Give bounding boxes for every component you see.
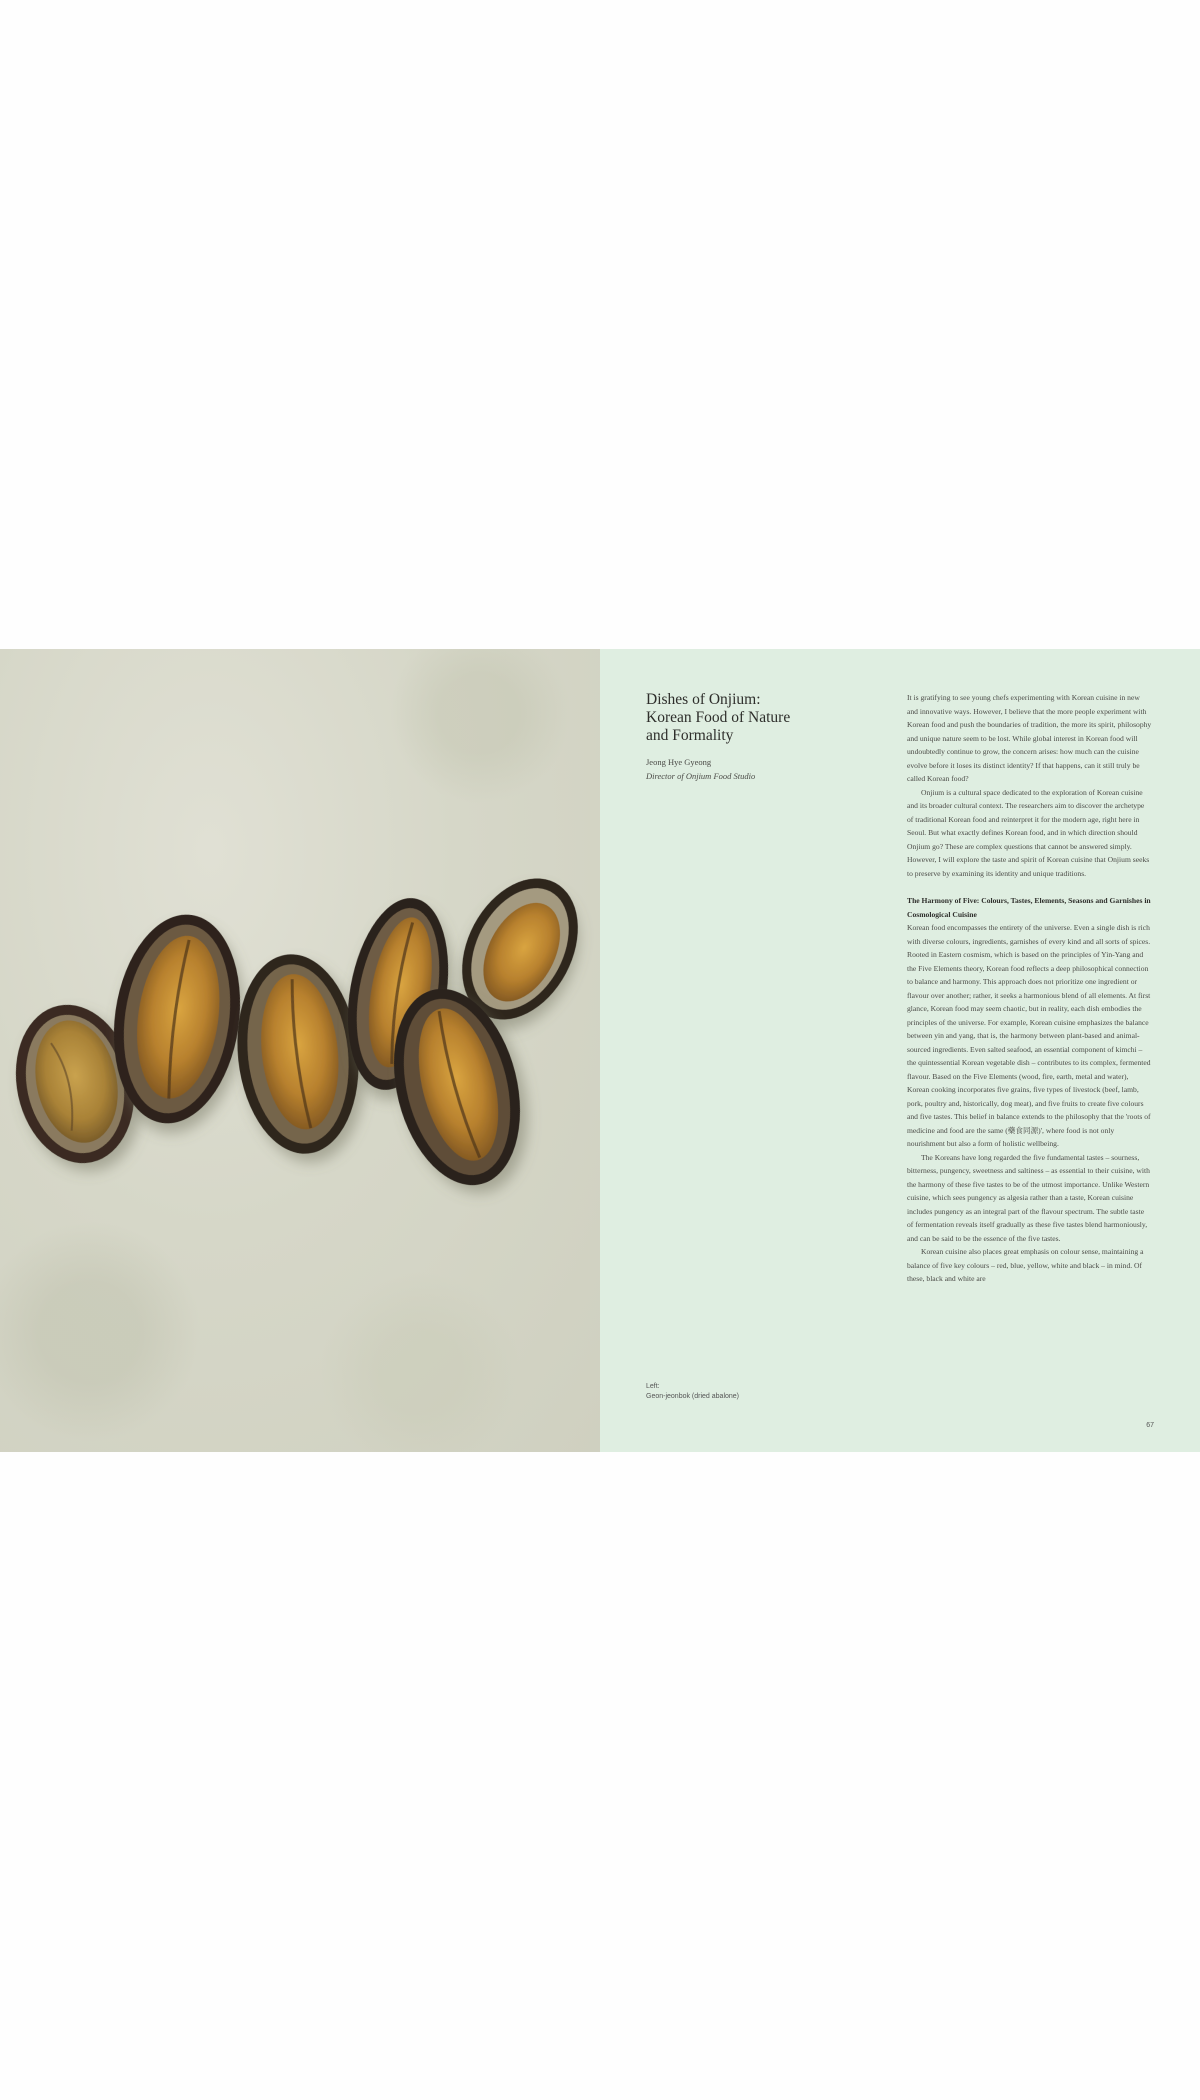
page-number: 67 bbox=[1146, 1422, 1154, 1429]
author-name: Jeong Hye Gyeong bbox=[646, 757, 712, 767]
photo-caption bbox=[646, 1382, 739, 1402]
body-paragraph: Onjium is a cultural space dedicated to the exploration of Korean cuisine and its broader cultural context. The researchers aim to discover the archetype of traditional Korean food and reinterpret it for the modern age, right here in Seoul. But what exactly defines Korean food, and in which direction should Onjium go? These are complex questions that cannot be answered simply. However, I will explore the taste and spirit of Korean cuisine that Onjium seeks to preserve by examining its identity and unique traditions. bbox=[907, 787, 1150, 878]
dried-abalone-photo bbox=[0, 649, 600, 1452]
abalone-3 bbox=[228, 948, 368, 1159]
body-paragraph: Korean food encompasses the entirety of the universe. Even a single dish is rich with diverse colours, ingredients, garnishes of every kind and all sorts of spices. Rooted in Eastern cosmism, which is based on the principles of Yin-Yang and the Five Elements theory, Korean food reflects a deep philosophical connection to balance and harmony. This approach does not prioritize one ingredient or flavour over another; rather, it seeks a harmonious blend of all elements. At first glance, Korean food may seem chaotic, but in reality, each dish embodies the principles of the universe. For example, Korean cuisine emphasizes the balance between yin and yang, that is, the harmony between plant-based and animal-sourced ingredients. Even salted seafood, an essential component of kimchi – the quintessential Korean vegetable dish – contributes to its complex, fermented flavour. Based on the Five Elements (wood, fire, earth, metal and water), Korean cooking incorporates five grains, five types of livestock (beef, lamb, pork, poultry and, historically, dog meat), and five fruits to create five colours and five tastes. This belief in balance extends to the philosophy that the 'roots of medicine and food are the same (藥食同源)', where food is not only nourishment but also a form of holistic wellbeing. bbox=[907, 923, 1151, 1148]
body-paragraph: The Koreans have long regarded the five fundamental tastes – sourness, bitterness, pungency, sweetness and saltiness – as essential to their cuisine, with the harmony of these five tastes to be of the utmost importance. Unlike Western cuisine, which sees pungency as algesia rather than a taste, Korean cuisine includes pungency as an integral part of the flavour spectrum. The subtle taste of fermentation reveals itself gradually as these five tastes blend harmoniously, and can be said to be the essence of the five tastes. bbox=[907, 1152, 1150, 1243]
caption-text: Geon-jeonbok (dried abalone) bbox=[646, 1393, 740, 1400]
photo-page bbox=[0, 649, 600, 1452]
body-paragraph: It is gratifying to see young chefs experimenting with Korean cuisine in new and innovative ways. However, I believe that the more people experiment with Korean food and push the boundaries of tradition, the more its spirit, philosophy and unique nature seem to be lost. While global interest in Korean food will undoubtedly continue to grow, the concern arises: how much can the cuisine evolve before it loses its distinct identity? If that happens, can it still truly be called Korean food? bbox=[907, 693, 1152, 783]
body-paragraph: Korean cuisine also places great emphasis on colour sense, maintaining a balance of five key colours – red, blue, yellow, white and black – in mind. Of these, black and white are bbox=[907, 1247, 1144, 1283]
section-heading: The Harmony of Five: Colours, Tastes, Elements, Seasons and Garnishes in Cosmological Cuisine bbox=[907, 896, 1151, 919]
text-page bbox=[600, 649, 1200, 1452]
body-column bbox=[907, 691, 1152, 1286]
article-title: Dishes of Onjium: Korean Food of Nature and Formality bbox=[646, 691, 791, 744]
caption-label: Left: bbox=[646, 1383, 660, 1390]
book-spread bbox=[0, 649, 1200, 1452]
author-role: Director of Onjium Food Studio bbox=[646, 771, 756, 781]
